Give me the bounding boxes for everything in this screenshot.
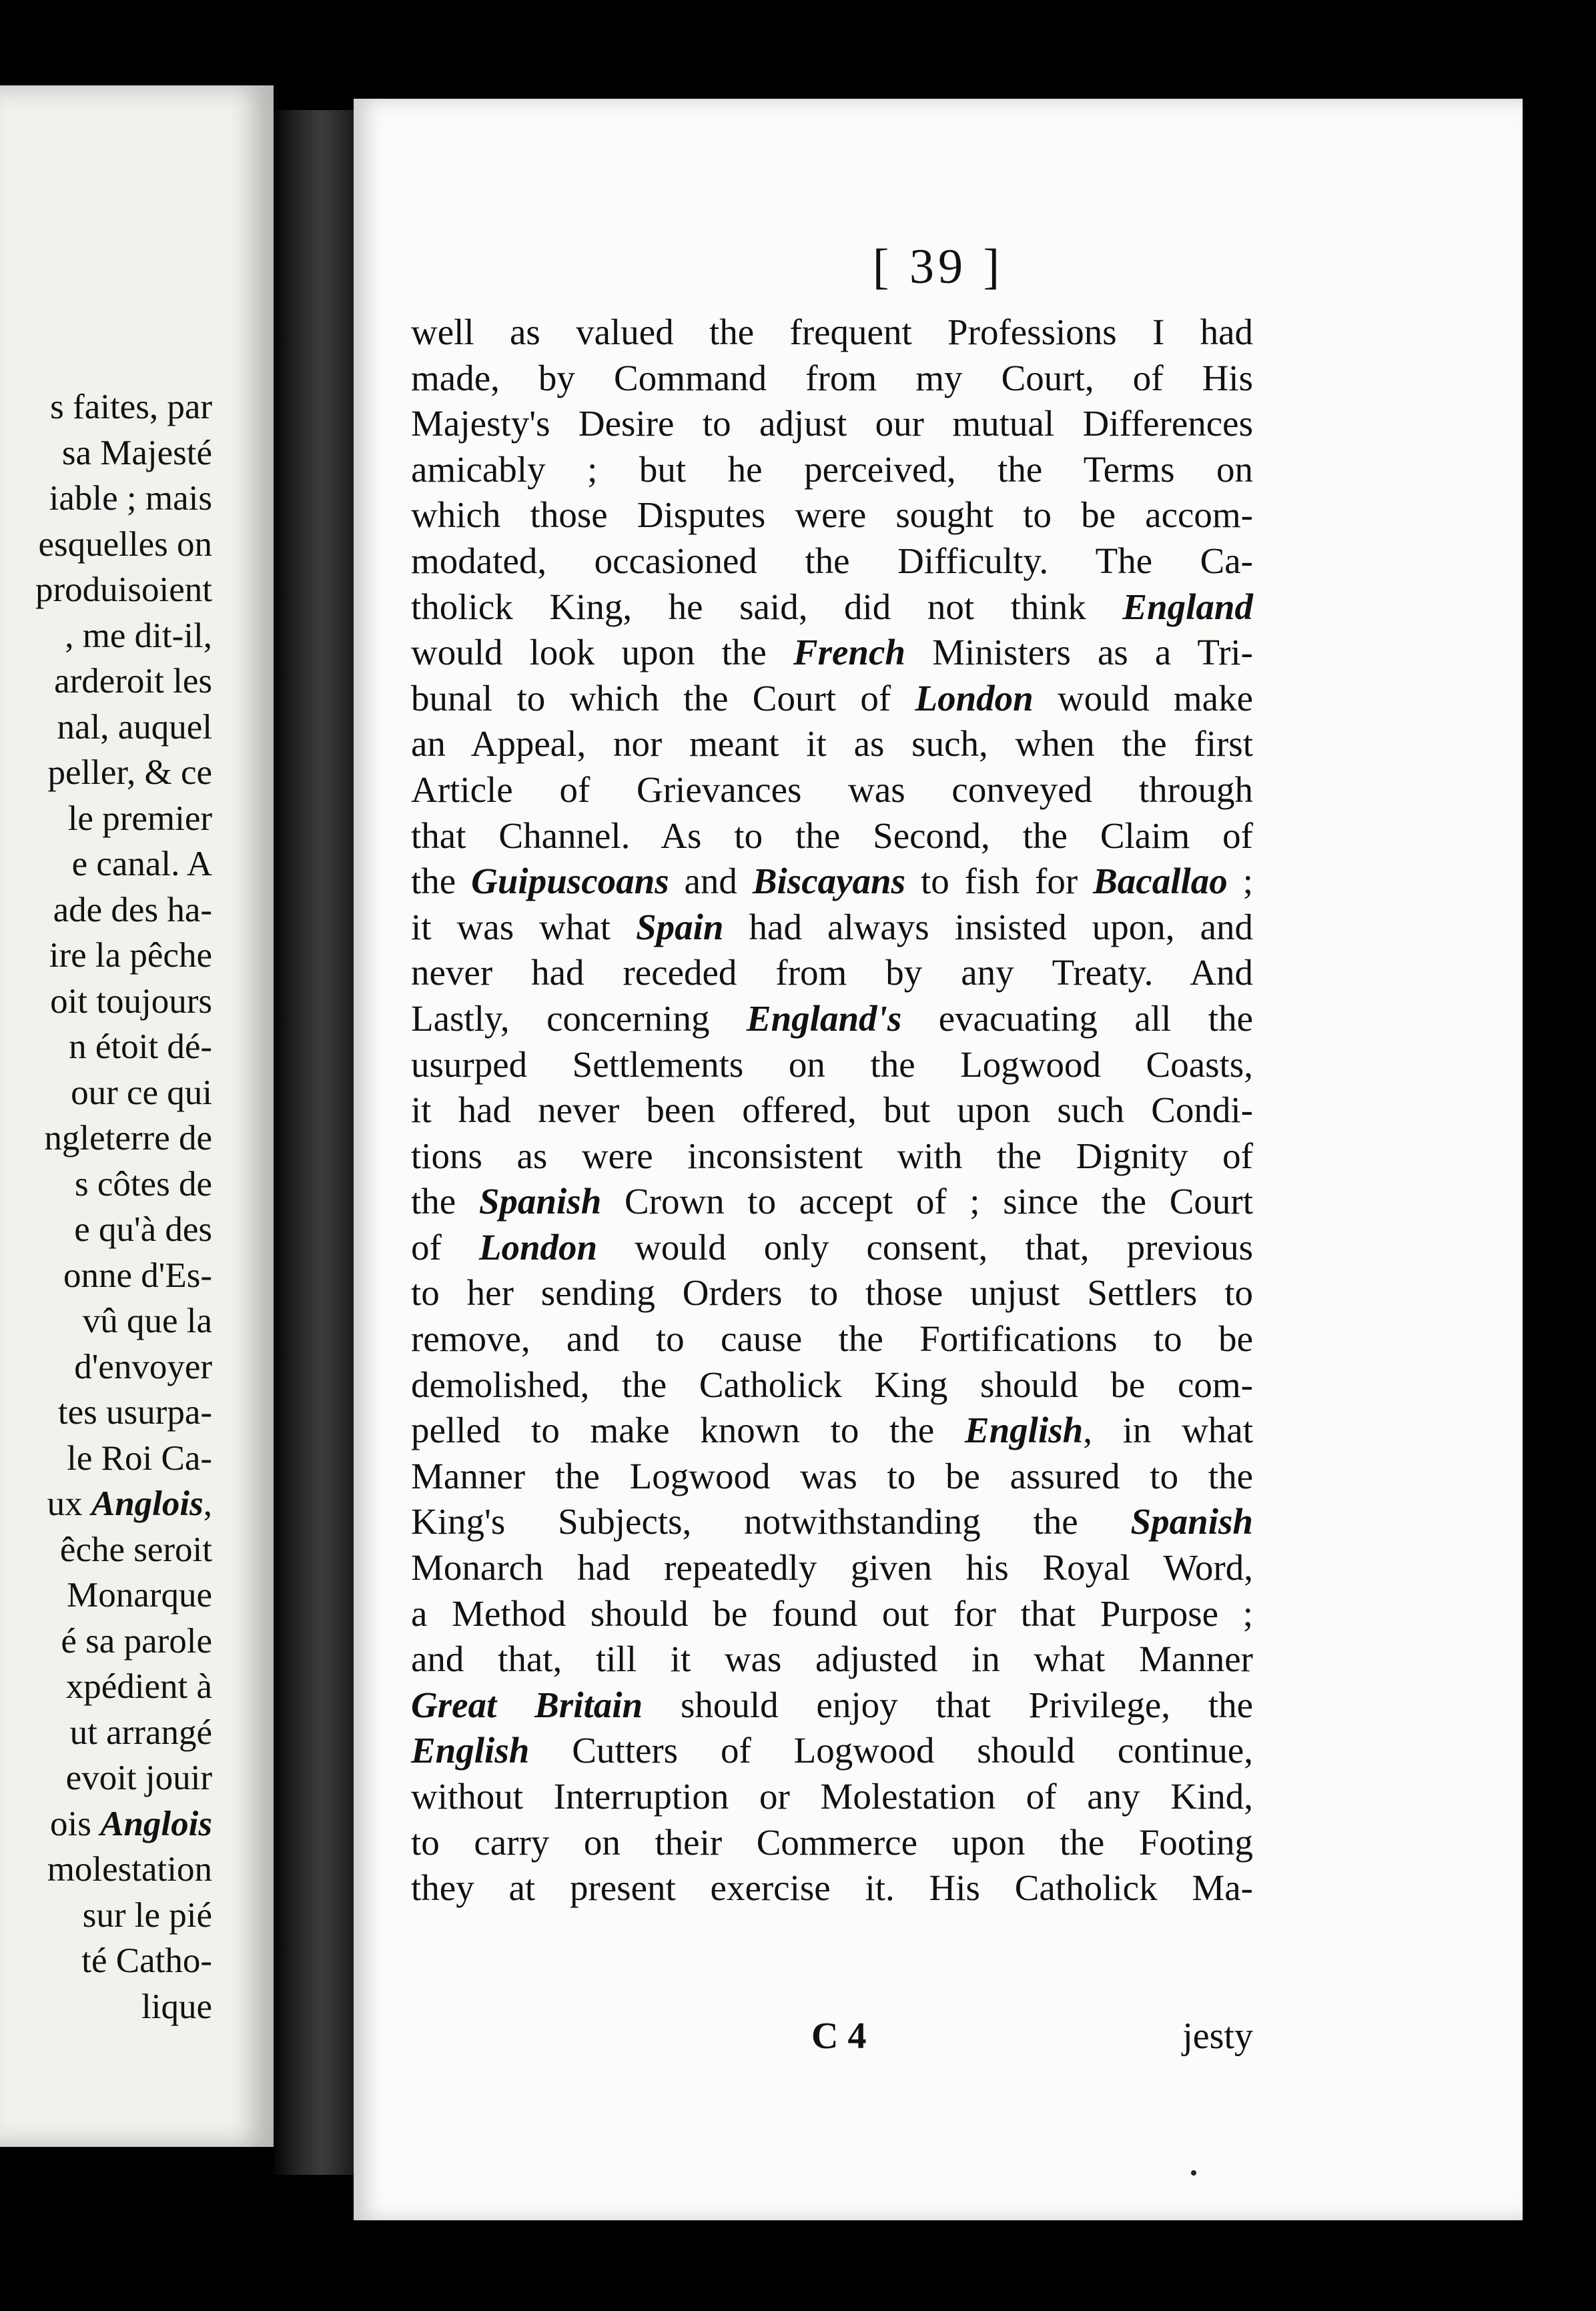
left-line: d'envoyer <box>74 1347 212 1386</box>
left-line: sa Majesté <box>61 433 212 472</box>
text-line: and that, till it was adjusted in what Manner <box>411 1639 1253 1680</box>
text-line: an Appeal, nor meant it as such, when the first <box>411 723 1253 765</box>
left-line: n étoit dé- <box>69 1027 212 1066</box>
left-line: té Catho- <box>81 1941 212 1980</box>
text-line: Majesty's Desire to adjust our mutual Differences <box>411 403 1253 444</box>
left-line: vû que la <box>82 1302 212 1340</box>
text-line: to carry on their Commerce upon the Footing <box>411 1821 1253 1863</box>
text-line: English Cutters of Logwood should continue, <box>411 1730 1253 1771</box>
left-line: xpédient à <box>65 1667 212 1706</box>
left-line: êche seroit <box>59 1530 212 1569</box>
left-line: tes usurpa- <box>57 1393 212 1432</box>
page-number: [ 39 ] <box>872 240 1004 294</box>
text-line: the Spanish Crown to accept of ; since the Court <box>411 1181 1253 1222</box>
left-line: lique <box>141 1987 212 2026</box>
left-line: Monarque <box>67 1576 212 1614</box>
left-line: oit toujours <box>50 981 212 1021</box>
left-line: iable ; mais <box>49 479 212 518</box>
left-page <box>0 85 274 2147</box>
text-line: demolished, the Catholick King should be com- <box>411 1364 1253 1405</box>
catchword: jesty <box>1182 2015 1253 2057</box>
text-line: it had never been offered, but upon such Condi- <box>411 1089 1253 1131</box>
text-line: without Interruption or Molestation of any Kind, <box>411 1776 1253 1817</box>
text-line: remove, and to cause the Fortifications to be <box>411 1318 1253 1360</box>
left-line: ngleterre de <box>44 1119 212 1158</box>
left-line: arderoit les <box>54 662 212 701</box>
text-line: usurped Settlements on the Logwood Coasts, <box>411 1043 1253 1085</box>
text-line: which those Disputes were sought to be accom- <box>411 494 1253 536</box>
text-line: Article of Grievances was conveyed through <box>411 769 1253 810</box>
page-footer <box>411 2015 1253 2068</box>
left-line: ut arrangé <box>69 1713 212 1752</box>
signature-mark: C 4 <box>811 2015 867 2057</box>
left-page-text <box>35 384 212 2029</box>
text-line: made, by Command from my Court, of His <box>411 357 1253 398</box>
text-line: Monarch had repeatedly given his Royal Word, <box>411 1547 1253 1588</box>
left-line: onne d'Es- <box>63 1256 212 1295</box>
left-line: , me dit-il, <box>65 616 212 655</box>
left-line: e canal. A <box>71 845 212 883</box>
left-line: e qu'à des <box>74 1210 212 1249</box>
text-line: it was what Spain had always insisted upon, and <box>411 906 1253 947</box>
text-line: they at present exercise it. His Catholick Ma- <box>411 1867 1253 1909</box>
left-line: le Roi Ca- <box>67 1438 212 1478</box>
text-line: never had receded from by any Treaty. And <box>411 952 1253 993</box>
left-line: ire la pêche <box>49 936 212 975</box>
left-line: evoit jouir <box>65 1759 212 1797</box>
left-line: peller, & ce <box>47 753 212 792</box>
left-line: sur le pié <box>82 1895 212 1935</box>
left-line: s côtes de <box>74 1164 212 1204</box>
text-line: bunal to which the Court of London would make <box>411 677 1253 719</box>
body-text <box>411 310 1253 1911</box>
text-line: well as valued the frequent Professions I had <box>411 312 1253 352</box>
left-line: esquelles on <box>38 524 212 564</box>
text-line: tions as were inconsistent with the Dignity of <box>411 1135 1253 1176</box>
text-line: pelled to make known to the English, in what <box>411 1410 1253 1451</box>
left-line: s faites, par <box>50 388 212 426</box>
ink-speck <box>1191 2170 1196 2176</box>
text-line: Lastly, concerning England's evacuating all the <box>411 997 1254 1039</box>
text-line: tholick King, he said, did not think England <box>411 586 1253 627</box>
text-line: that Channel. As to the Second, the Claim of <box>411 815 1253 856</box>
left-line: ois Anglois <box>49 1804 212 1843</box>
left-line: é sa parole <box>61 1621 212 1661</box>
text-line: amicably ; but he perceived, the Terms on <box>411 448 1253 490</box>
text-line: modated, occasioned the Difficulty. The Ca- <box>411 540 1253 581</box>
left-line: produisoient <box>35 570 212 609</box>
book-gutter <box>274 110 354 2175</box>
left-line: ux Anglois, <box>47 1484 212 1523</box>
text-line: to her sending Orders to those unjust Settlers to <box>411 1272 1253 1314</box>
text-line: a Method should be found out for that Purpose ; <box>411 1592 1253 1634</box>
left-line: our ce qui <box>71 1073 212 1112</box>
text-line: King's Subjects, notwithstanding the Spanish <box>411 1501 1253 1542</box>
left-line: le premier <box>67 799 212 838</box>
text-line: of London would only consent, that, previous <box>411 1226 1253 1268</box>
left-line: ade des ha- <box>53 890 212 929</box>
text-line: would look upon the French Ministers as a Tri- <box>411 632 1253 673</box>
text-line: the Guipuscoans and Biscayans to fish for Bacallao ; <box>411 861 1253 902</box>
right-page <box>354 99 1523 2220</box>
text-line: Great Britain should enjoy that Privilege, the <box>411 1684 1253 1725</box>
left-line: nal, auquel <box>57 707 212 747</box>
left-line: molestation <box>47 1850 212 1889</box>
text-line: Manner the Logwood was to be assured to the <box>411 1455 1253 1496</box>
